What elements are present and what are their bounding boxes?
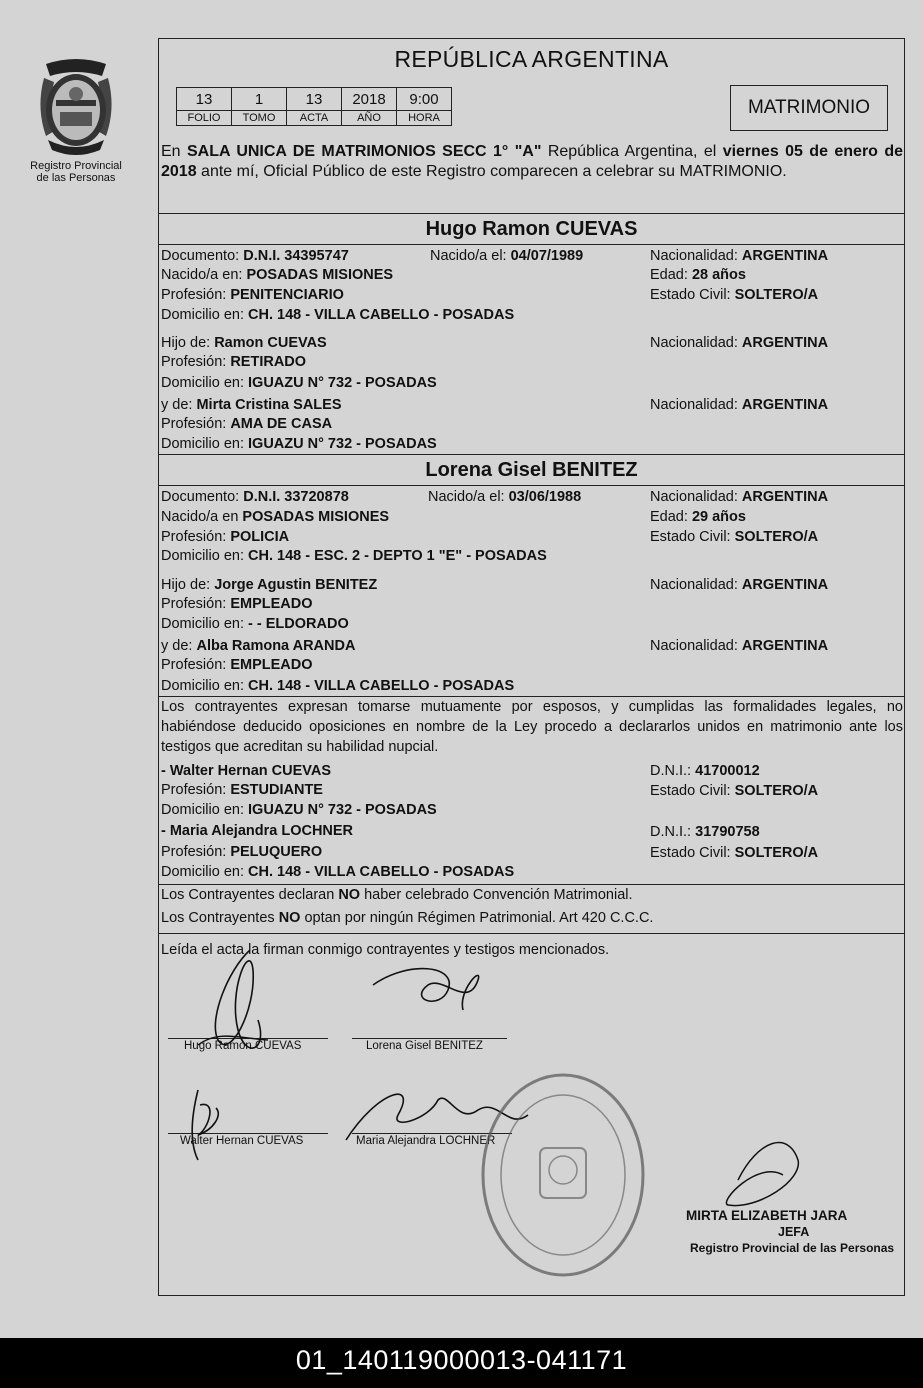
field-value: Mirta Cristina SALES	[196, 397, 342, 413]
intro-text-1: En	[161, 143, 187, 160]
spouse1-profession	[161, 286, 344, 304]
spouse2-profession	[161, 528, 289, 546]
signature-lorena	[373, 969, 479, 1010]
spouse1-father-nationality	[650, 334, 828, 352]
field-value: 41700012	[695, 763, 760, 779]
field-value: CH. 148 - VILLA CABELLO - POSADAS	[248, 678, 515, 694]
field-label: Nacionalidad:	[650, 638, 738, 654]
field-value: Alba Ramona ARANDA	[196, 638, 356, 654]
logo-caption	[22, 160, 130, 184]
intro-text-3: ante mí, Oficial Público de este Registro comparecen a celebrar su MATRIMONIO.	[196, 163, 787, 180]
field-value: SOLTERO/A	[734, 529, 819, 545]
field-label: Documento:	[161, 248, 240, 264]
misiones-seal-icon	[32, 58, 120, 158]
text-emphasis: NO	[278, 910, 301, 926]
spouse1-mother	[161, 396, 342, 414]
spouse1-birthplace	[161, 266, 393, 284]
spouse2-mother-address	[161, 677, 514, 695]
field-value: AMA DE CASA	[230, 416, 333, 432]
field-label: Nacido/a en	[161, 509, 239, 525]
field-label: Nacido/a en:	[161, 267, 243, 283]
document-type-box: MATRIMONIO	[730, 85, 888, 131]
spouse1-address	[161, 306, 514, 324]
field-label: Nacido/a el:	[430, 248, 507, 264]
spouse1-father-profession	[161, 353, 306, 371]
signature-walter	[192, 1090, 218, 1160]
field-label: Nacionalidad:	[650, 397, 738, 413]
signature-caption-4: Maria Alejandra LOCHNER	[356, 1135, 496, 1147]
hour-value: 9:00	[397, 88, 452, 111]
text: Los Contrayentes declaran	[161, 887, 339, 903]
field-value: 28 años	[691, 267, 746, 283]
field-value: PELUQUERO	[230, 844, 323, 860]
field-value: 03/06/1988	[508, 489, 582, 505]
spouse1-age	[650, 266, 746, 284]
registry-table	[176, 87, 452, 126]
field-value: POSADAS MISIONES	[242, 509, 390, 525]
field-value: CH. 148 - ESC. 2 - DEPTO 1 "E" - POSADAS	[248, 548, 547, 564]
field-label: Hijo de:	[161, 577, 211, 593]
spouse2-address	[161, 547, 547, 565]
field-label: Nacionalidad:	[650, 248, 738, 264]
divider	[158, 454, 905, 455]
field-label: Nacionalidad:	[650, 577, 738, 593]
spouse1-mother-nationality	[650, 396, 828, 414]
field-label: Estado Civil:	[650, 287, 731, 303]
field-label: Edad:	[650, 267, 688, 283]
field-value: - - ELDORADO	[248, 616, 349, 632]
spouse2-civil-status	[650, 528, 818, 546]
field-label: Profesión:	[161, 416, 227, 432]
text: Los Contrayentes	[161, 910, 279, 926]
signature-caption-2: Lorena Gisel BENITEZ	[366, 1040, 483, 1052]
divider	[158, 213, 905, 214]
reading-statement: Leída el acta la firman conmigo contrayentes y testigos mencionados.	[161, 942, 610, 958]
spouse1-father-address	[161, 374, 437, 392]
spouse2-father	[161, 576, 377, 594]
field-label: Domicilio en:	[161, 616, 244, 632]
field-label: Domicilio en:	[161, 436, 244, 452]
field-value: ARGENTINA	[741, 335, 829, 351]
field-value: 04/07/1989	[510, 248, 584, 264]
intro-date: viernes 05 de enero de 2018	[161, 143, 904, 180]
logo-caption-line2: de las Personas	[36, 172, 116, 184]
intro-text-2: República Argentina, el	[541, 143, 723, 160]
spouse2-name: Lorena Gisel BENITEZ	[425, 459, 638, 481]
field-label: Domicilio en:	[161, 678, 244, 694]
field-value: ARGENTINA	[741, 638, 829, 654]
field-label: Profesión:	[161, 354, 227, 370]
field-value: POLICIA	[230, 529, 290, 545]
signature-hugo	[215, 950, 260, 1048]
witness2-profession	[161, 843, 322, 861]
field-label: Profesión:	[161, 596, 227, 612]
footer-code: 01_140119000013-041171	[0, 1338, 923, 1388]
field-value: EMPLEADO	[230, 657, 313, 673]
field-value: IGUAZU N° 732 - POSADAS	[248, 436, 437, 452]
witness1-name: - Walter Hernan CUEVAS	[161, 763, 331, 779]
field-label: Edad:	[650, 509, 688, 525]
spouse1-document	[161, 247, 349, 265]
field-label: Domicilio en:	[161, 375, 244, 391]
field-value: ARGENTINA	[741, 577, 829, 593]
text: haber celebrado Convención Matrimonial.	[360, 887, 633, 903]
field-label: Estado Civil:	[650, 845, 731, 861]
official-stamp-icon	[478, 1070, 648, 1280]
year-label: AÑO	[342, 111, 397, 126]
spouse1-nationality	[650, 247, 828, 265]
field-label: y de:	[161, 397, 193, 413]
field-value: SOLTERO/A	[734, 783, 819, 799]
field-value: D.N.I. 34395747	[243, 248, 349, 264]
field-label: Hijo de:	[161, 335, 211, 351]
field-value: CH. 148 - VILLA CABELLO - POSADAS	[248, 307, 515, 323]
spouse2-father-address	[161, 615, 349, 633]
witness1-address	[161, 801, 437, 819]
field-label: Domicilio en:	[161, 307, 244, 323]
spouse2-mother-nationality	[650, 637, 828, 655]
field-value: Jorge Agustin BENITEZ	[214, 577, 378, 593]
spouse1-father	[161, 334, 327, 352]
signature-caption-1: Hugo Ramon CUEVAS	[184, 1040, 302, 1052]
field-label: D.N.I.:	[650, 763, 692, 779]
field-label: Estado Civil:	[650, 529, 731, 545]
field-label: Profesión:	[161, 782, 227, 798]
field-value: SOLTERO/A	[734, 287, 819, 303]
folio-label: FOLIO	[177, 111, 232, 126]
field-value: D.N.I. 33720878	[243, 489, 349, 505]
field-value: SOLTERO/A	[734, 845, 819, 861]
spouse2-father-nationality	[650, 576, 828, 594]
field-label: Nacionalidad:	[650, 335, 738, 351]
field-value: ESTUDIANTE	[230, 782, 323, 798]
field-label: Profesión:	[161, 844, 227, 860]
field-value: EMPLEADO	[230, 596, 313, 612]
intro-paragraph	[161, 142, 903, 182]
signature-caption-3: Walter Hernan CUEVAS	[180, 1135, 304, 1147]
spouse1-mother-profession	[161, 415, 332, 433]
divider	[158, 244, 905, 245]
spouse2-birthdate	[428, 488, 581, 506]
intro-office: SALA UNICA DE MATRIMONIOS SECC 1° "A"	[186, 143, 542, 160]
registry-logo	[22, 58, 130, 184]
spouse2-nationality	[650, 488, 828, 506]
witness2-civil-status	[650, 844, 818, 862]
spouse2-age	[650, 508, 746, 526]
witness2-dni	[650, 823, 760, 841]
folio-value: 13	[177, 88, 232, 111]
field-label: Profesión:	[161, 529, 227, 545]
logo-caption-line1: Registro Provincial	[30, 160, 122, 172]
witness2-name: - Maria Alejandra LOCHNER	[161, 823, 354, 839]
witness2-address	[161, 863, 514, 881]
field-label: Profesión:	[161, 287, 227, 303]
field-value: 31790758	[695, 824, 760, 840]
spouse2-father-profession	[161, 595, 313, 613]
witness1-dni	[650, 762, 760, 780]
spouse2-birthplace	[161, 508, 389, 526]
field-value: ARGENTINA	[741, 397, 829, 413]
hour-label: HORA	[397, 111, 452, 126]
field-label: Nacionalidad:	[650, 489, 738, 505]
text-emphasis: NO	[338, 887, 361, 903]
field-label: Domicilio en:	[161, 548, 244, 564]
divider	[158, 884, 905, 885]
spouse1-mother-address	[161, 435, 437, 453]
official-title: JEFA	[778, 1225, 810, 1239]
spouse1-birthdate	[430, 247, 583, 265]
field-value: POSADAS MISIONES	[246, 267, 394, 283]
official-name: MIRTA ELIZABETH JARA	[686, 1208, 848, 1223]
tomo-value: 1	[232, 88, 287, 111]
field-label: Nacido/a el:	[428, 489, 505, 505]
field-value: 29 años	[691, 509, 746, 525]
signature-official	[726, 1143, 798, 1206]
field-value: IGUAZU N° 732 - POSADAS	[248, 802, 437, 818]
field-label: Estado Civil:	[650, 783, 731, 799]
field-value: ARGENTINA	[741, 489, 829, 505]
field-value: IGUAZU N° 732 - POSADAS	[248, 375, 437, 391]
year-value: 2018	[342, 88, 397, 111]
official-organization: Registro Provincial de las Personas	[690, 1241, 895, 1255]
spouse1-civil-status	[650, 286, 818, 304]
spouse2-mother	[161, 637, 355, 655]
field-label: Profesión:	[161, 657, 227, 673]
field-value: RETIRADO	[230, 354, 307, 370]
divider	[158, 485, 905, 486]
field-value: Ramon CUEVAS	[214, 335, 327, 351]
acta-value: 13	[287, 88, 342, 111]
regime-statement	[161, 909, 653, 927]
page-title: REPÚBLICA ARGENTINA	[394, 46, 669, 72]
field-value: ARGENTINA	[741, 248, 829, 264]
field-value: PENITENCIARIO	[230, 287, 344, 303]
field-label: D.N.I.:	[650, 824, 692, 840]
field-label: Domicilio en:	[161, 802, 244, 818]
acta-label: ACTA	[287, 111, 342, 126]
field-label: Documento:	[161, 489, 240, 505]
convention-statement	[161, 886, 633, 904]
field-value: CH. 148 - VILLA CABELLO - POSADAS	[248, 864, 515, 880]
field-label: y de:	[161, 638, 193, 654]
field-label: Domicilio en:	[161, 864, 244, 880]
tomo-label: TOMO	[232, 111, 287, 126]
spouse2-document	[161, 488, 349, 506]
witness1-civil-status	[650, 782, 818, 800]
spouse2-mother-profession	[161, 656, 313, 674]
spouse1-name: Hugo Ramon CUEVAS	[425, 218, 638, 240]
witness1-profession	[161, 781, 323, 799]
declaration-paragraph: Los contrayentes expresan tomarse mutuamente por esposos, y cumplidas las formalidades legales, no habiéndose deducido oposiciones en nombre de la Ley procedo a declararlos unidos en matrimonio ante los testigos que acreditan su habilidad nupcial.	[161, 699, 903, 755]
text: optan por ningún Régimen Patrimonial. Art 420 C.C.C.	[300, 910, 654, 926]
